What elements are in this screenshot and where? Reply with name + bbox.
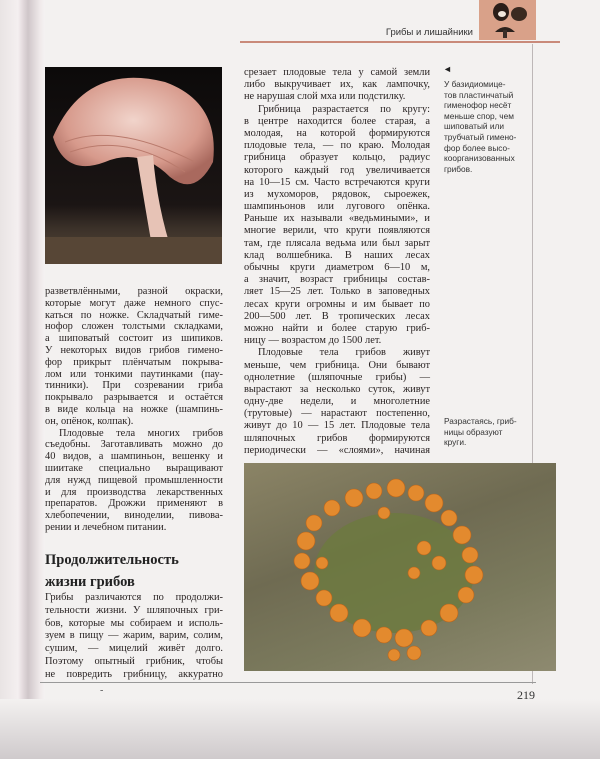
text-line: для нужд пищевой промышленности bbox=[45, 474, 223, 486]
paragraph bbox=[244, 67, 430, 104]
note-line: Разрастаясь, гриб- bbox=[444, 416, 517, 426]
paragraph bbox=[244, 104, 430, 348]
text-line: Поэтому опытный грибник, чтобы bbox=[45, 655, 223, 667]
paragraph bbox=[45, 286, 223, 428]
text-line: хлебопечении, виноделии, пивова- bbox=[45, 510, 223, 522]
note-line: меньше спор, чем bbox=[444, 110, 514, 121]
text-line: срезает плодовые тела у самой земли bbox=[244, 67, 430, 78]
header-rule bbox=[240, 41, 560, 43]
text-line: нофор сложен толстыми складками, bbox=[45, 321, 223, 333]
text-line: на 10—15 см. Часто встречаются круги bbox=[244, 176, 430, 188]
text-line: (трутовые) — нарастают постепенно, bbox=[244, 408, 430, 420]
text-line: можно найти и более старую гриб- bbox=[244, 322, 430, 334]
page-fold-shadow bbox=[0, 0, 45, 759]
note-line: фор более высо- bbox=[444, 142, 510, 153]
text-line: рении и лечебном питании. bbox=[45, 521, 167, 533]
text-line: 200—500 лет. В тропических лесах bbox=[244, 310, 430, 322]
text-line: которого каждый год увеличивается bbox=[244, 164, 430, 176]
text-line: периодически — «слоями», начиная bbox=[244, 444, 430, 456]
footer-mark: - bbox=[100, 685, 104, 696]
text-line: зуем в пищу — жарим, варим, солим, bbox=[45, 630, 223, 642]
note-line: У базидиомице- bbox=[444, 79, 506, 89]
note-line: коорганизованных bbox=[444, 153, 515, 164]
note-line: ницы образуют bbox=[444, 426, 503, 437]
text-line: тинники). При созревании гриба bbox=[45, 380, 223, 392]
text-line: лом или тонкими паутинками (пау- bbox=[45, 368, 223, 380]
note-line: тов пластинчатый bbox=[444, 89, 514, 100]
text-line: Раньше их называли «ведьмиными», и bbox=[244, 213, 430, 225]
text-line: не нарушая слой мха или подстилку. bbox=[244, 91, 406, 103]
running-header-title: Грибы и лишайники bbox=[385, 27, 473, 38]
middle-column-text bbox=[244, 67, 430, 457]
text-line: молодая, на которой формируются bbox=[244, 127, 430, 139]
text-line: шампиньонов или лугового опёнка. bbox=[244, 201, 430, 213]
text-line: бов, которые мы собираем и исполь- bbox=[45, 617, 223, 629]
text-line: в виде кольца на ножке (шампинь- bbox=[45, 403, 223, 415]
text-line: Грибница разрастается по кругу: bbox=[258, 103, 430, 115]
note-line: грибов. bbox=[444, 163, 473, 174]
fairy-ring-photo bbox=[244, 463, 556, 671]
paragraph bbox=[45, 592, 223, 682]
text-line: сушим, — мицелий живёт долго. bbox=[45, 643, 223, 655]
text-line: в центре находится более старая, а bbox=[244, 115, 430, 127]
paragraph bbox=[45, 428, 223, 534]
text-line: шиитаке специально выращивают bbox=[45, 462, 223, 474]
section-body-text bbox=[45, 592, 223, 682]
text-line: фор прикрыт плёнчатым покрыва- bbox=[45, 356, 223, 368]
paragraph bbox=[244, 347, 430, 457]
text-line: Плодовые тела грибов живут bbox=[258, 347, 430, 359]
sidebar-note bbox=[444, 79, 530, 174]
page-bottom-shadow bbox=[0, 699, 600, 759]
text-line: одну-две недели, и многолетние bbox=[244, 396, 430, 408]
text-line: однолетние (шляпочные грибы) — bbox=[244, 371, 430, 383]
text-line: плодовые тела, — по краю. Молодая bbox=[244, 140, 430, 152]
text-line: Плодовые тела многих грибов bbox=[59, 427, 223, 439]
text-line: меньше, чем грибница. Они бывают bbox=[244, 359, 430, 371]
text-line: он, опёнок, колпак). bbox=[45, 415, 134, 427]
text-line: грибница образует кольцо, радиус bbox=[244, 152, 430, 164]
text-line: многие верили, что круги появляются bbox=[244, 225, 430, 237]
text-line: съедобны. Заготавливать можно до bbox=[45, 439, 223, 451]
page-number: 219 bbox=[517, 688, 535, 702]
text-line: а значит, возраст грибницы состав- bbox=[244, 274, 430, 286]
note-line: шиповатый или bbox=[444, 121, 504, 132]
text-line: покрывало разрывается и остаётся bbox=[45, 392, 223, 404]
text-line: препаратов. Дрожжи применяют в bbox=[45, 498, 223, 510]
note-line: трубчатый гимено- bbox=[444, 131, 517, 142]
text-line: У некоторых видов грибов гимено- bbox=[45, 344, 223, 356]
text-line: не повредить грибницу, аккуратно bbox=[45, 668, 223, 680]
text-line: а шиповатый состоит из шипиков. bbox=[45, 333, 223, 345]
text-line: обычны круги диаметром 6—10 м, bbox=[244, 262, 430, 273]
text-line: которые могут даже немного спус- bbox=[45, 297, 223, 309]
text-line: клад волшебника. В наших лесах bbox=[244, 249, 430, 261]
text-line: Грибы различаются по продолжи- bbox=[45, 592, 223, 603]
mushroom-photo bbox=[45, 67, 222, 264]
section-heading-line: жизни грибов bbox=[45, 574, 135, 590]
section-heading bbox=[45, 549, 179, 593]
text-line: разветвлёнными, разной окраски, bbox=[45, 286, 223, 297]
text-line: каться по ножке. Складчатый гиме- bbox=[45, 309, 223, 321]
text-line: там, где плясала ведьма или был зарыт bbox=[244, 237, 430, 249]
text-line: 40 видов, а шампиньон, вешенку и bbox=[45, 451, 223, 463]
text-line: тельности жизни. У шляпочных гри- bbox=[45, 604, 223, 616]
note-line: гименофор несёт bbox=[444, 100, 512, 111]
text-line: из мухоморов, рядовок, сыроежек, bbox=[244, 188, 430, 200]
header-mushroom-thumbnail bbox=[479, 0, 536, 40]
text-line: либо выкручивает их, как лампочку, bbox=[244, 79, 430, 91]
text-line: вырастают за несколько суток, живут bbox=[244, 383, 430, 395]
left-column-text bbox=[45, 286, 223, 534]
text-line: лесах круги огромны и им бывает по bbox=[244, 298, 430, 310]
text-line: живут до 10 — 15 лет. Плодовые тела bbox=[244, 420, 430, 432]
arrow-left-icon: ◄ bbox=[443, 64, 452, 74]
photo-caption bbox=[444, 416, 530, 448]
section-heading-line: Продолжительность bbox=[45, 552, 179, 568]
note-line: круги. bbox=[444, 437, 467, 448]
text-line: и для производства лекарственных bbox=[45, 486, 223, 498]
text-line: ляет 15—25 лет. Только в заповедных bbox=[244, 286, 430, 298]
text-line: шляпочных грибов формируются bbox=[244, 432, 430, 444]
footer-rule bbox=[40, 682, 536, 683]
text-line: ницу — возрастом до 1500 лет. bbox=[244, 335, 382, 347]
